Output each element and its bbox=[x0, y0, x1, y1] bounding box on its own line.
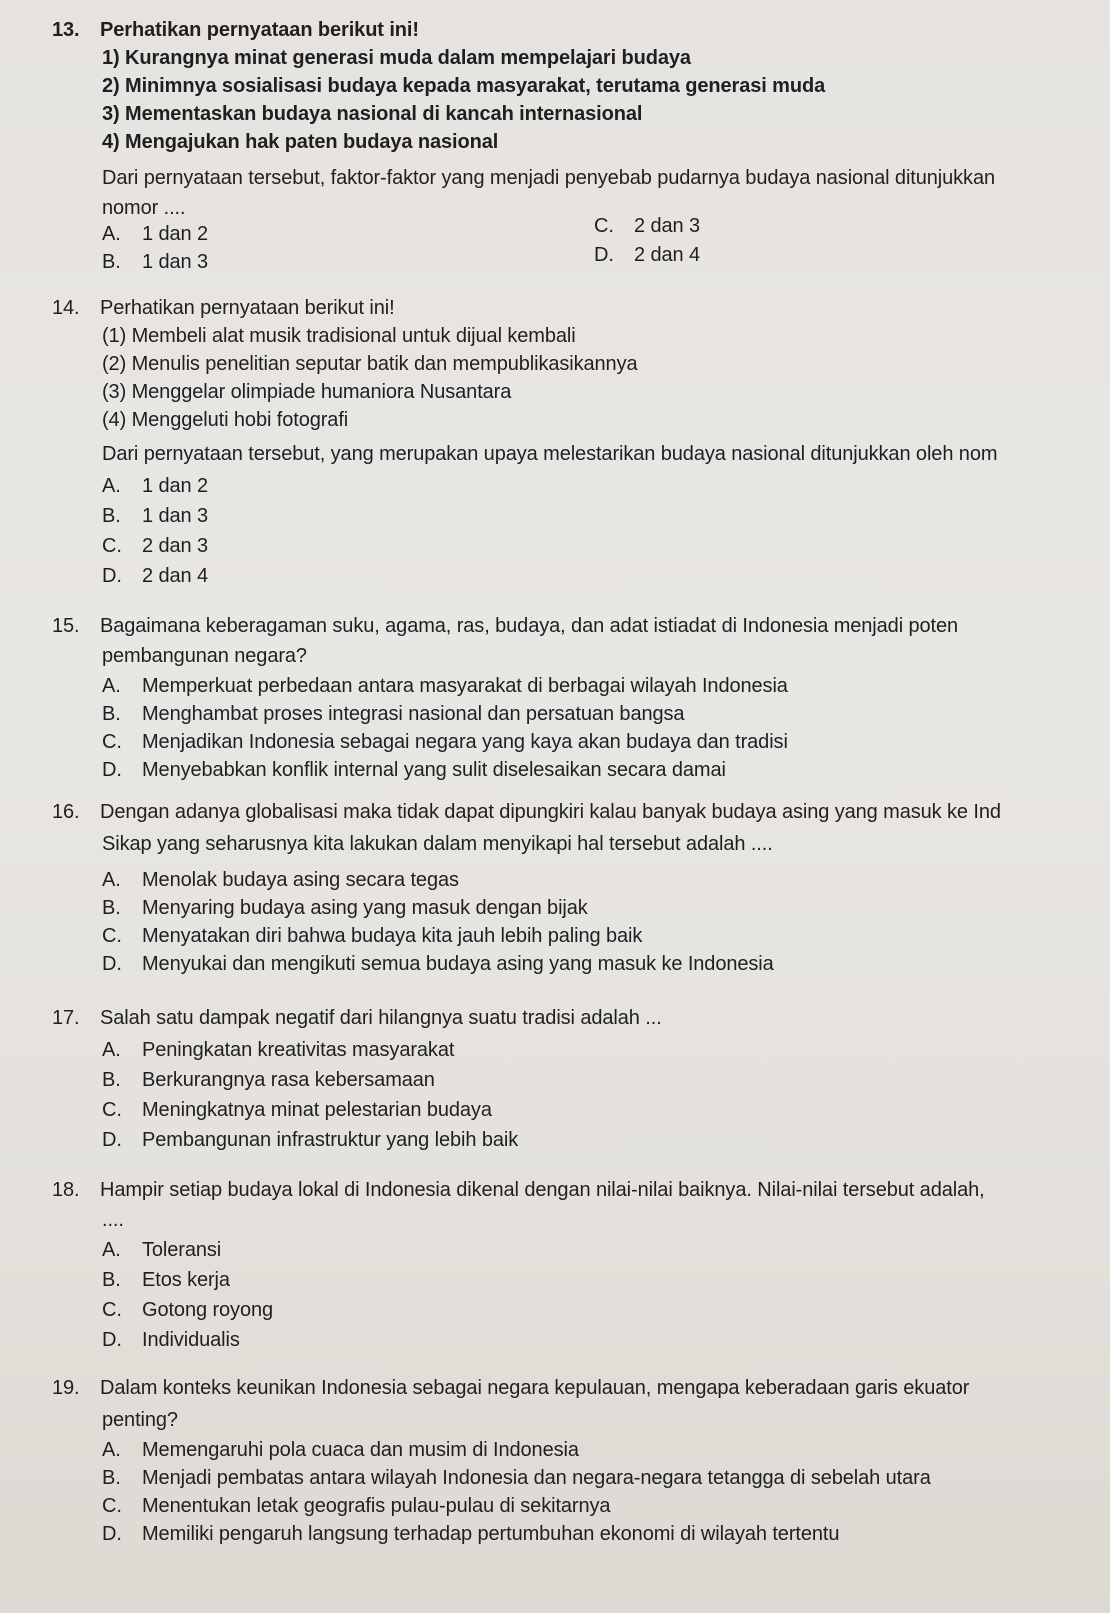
q18-option-c-letter: C. bbox=[102, 1299, 122, 1321]
q17-option-a-text: Peningkatan kreativitas masyarakat bbox=[142, 1039, 455, 1061]
q14-option-d-text: 2 dan 4 bbox=[142, 565, 209, 587]
q15-option-c-text: Menjadikan Indonesia sebagai negara yang kaya akan budaya dan tradisi bbox=[142, 731, 788, 753]
q18-option-a-text: Toleransi bbox=[142, 1239, 222, 1261]
q17-option-d[interactable] bbox=[102, 1128, 518, 1152]
q17-number: 17. bbox=[52, 1007, 80, 1029]
q13-option-b-text: 1 dan 3 bbox=[142, 251, 209, 273]
q19-question-line-2: penting? bbox=[102, 1409, 178, 1431]
q19-option-d-letter: D. bbox=[102, 1523, 122, 1545]
q16-option-c-letter: C. bbox=[102, 925, 122, 947]
q15-question-line-1: Bagaimana keberagaman suku, agama, ras, budaya, dan adat istiadat di Indonesia menjadi poten bbox=[100, 615, 959, 637]
q17-option-a[interactable] bbox=[102, 1038, 454, 1062]
q16-option-d-text: Menyukai dan mengikuti semua budaya asing yang masuk ke Indonesia bbox=[142, 953, 774, 975]
q14-number: 14. bbox=[52, 297, 80, 319]
q17-option-b-letter: B. bbox=[102, 1069, 121, 1091]
q14-statement-1: (1) Membeli alat musik tradisional untuk dijual kembali bbox=[102, 325, 576, 347]
q16-option-c-text: Menyatakan diri bahwa budaya kita jauh lebih paling baik bbox=[142, 925, 643, 947]
q17-option-b-text: Berkurangnya rasa kebersamaan bbox=[142, 1069, 435, 1091]
q14-statement-4: (4) Menggeluti hobi fotografi bbox=[102, 409, 349, 431]
q13-statement-1: 1) Kurangnya minat generasi muda dalam mempelajari budaya bbox=[102, 47, 691, 69]
q17-option-b[interactable] bbox=[102, 1068, 435, 1092]
q14-statement-2: (2) Menulis penelitian seputar batik dan mempublikasikannya bbox=[102, 353, 638, 375]
q15-option-b-letter: B. bbox=[102, 703, 121, 725]
q19-option-b[interactable] bbox=[102, 1466, 931, 1490]
q15-option-d-text: Menyebabkan konflik internal yang sulit diselesaikan secara damai bbox=[142, 759, 726, 781]
q14-question-line-1: Dari pernyataan tersebut, yang merupakan upaya melestarikan budaya nasional ditunjukkan oleh nom bbox=[102, 443, 998, 465]
q15-option-c[interactable] bbox=[102, 730, 788, 754]
q17-option-c[interactable] bbox=[102, 1098, 492, 1122]
q18-number: 18. bbox=[52, 1179, 80, 1201]
q17-question-line-1: Salah satu dampak negatif dari hilangnya suatu tradisi adalah ... bbox=[100, 1007, 662, 1029]
q13-option-a-letter: A. bbox=[102, 223, 121, 245]
q19-question-line-1: Dalam konteks keunikan Indonesia sebagai negara kepulauan, mengapa keberadaan garis ekuator bbox=[100, 1377, 970, 1399]
q19-option-a-letter: A. bbox=[102, 1439, 121, 1461]
q18-option-b-letter: B. bbox=[102, 1269, 121, 1291]
q18-option-b-text: Etos kerja bbox=[142, 1269, 230, 1291]
q16-option-a-text: Menolak budaya asing secara tegas bbox=[142, 869, 459, 891]
q18-question-line-2: .... bbox=[102, 1209, 124, 1231]
q16-option-d[interactable] bbox=[102, 952, 774, 976]
q13-question-line-1: Dari pernyataan tersebut, faktor-faktor yang menjadi penyebab pudarnya budaya nasional ditunjukkan bbox=[102, 167, 996, 189]
q14-option-a[interactable] bbox=[102, 474, 208, 498]
q19-option-d-text: Memiliki pengaruh langsung terhadap pertumbuhan ekonomi di wilayah tertentu bbox=[142, 1523, 840, 1545]
q13-stem: Perhatikan pernyataan berikut ini! bbox=[100, 19, 419, 41]
q14-option-b-text: 1 dan 3 bbox=[142, 505, 209, 527]
q16-option-a-letter: A. bbox=[102, 869, 121, 891]
q14-option-b-letter: B. bbox=[102, 505, 121, 527]
q13-option-a[interactable] bbox=[102, 222, 208, 246]
q15-number: 15. bbox=[52, 615, 80, 637]
q16-question-line-1: Dengan adanya globalisasi maka tidak dapat dipungkiri kalau banyak budaya asing yang masuk ke Ind bbox=[100, 801, 1001, 823]
q16-question-line-2: Sikap yang seharusnya kita lakukan dalam menyikapi hal tersebut adalah .... bbox=[102, 833, 773, 855]
q15-option-c-letter: C. bbox=[102, 731, 122, 753]
q14-stem-line bbox=[52, 296, 395, 320]
q17-option-c-letter: C. bbox=[102, 1099, 122, 1121]
q14-option-a-letter: A. bbox=[102, 475, 121, 497]
q13-option-b-letter: B. bbox=[102, 251, 121, 273]
q19-option-d[interactable] bbox=[102, 1522, 839, 1546]
q17-option-d-text: Pembangunan infrastruktur yang lebih baik bbox=[142, 1129, 519, 1151]
q18-option-d-letter: D. bbox=[102, 1329, 122, 1351]
q19-option-c[interactable] bbox=[102, 1494, 610, 1518]
q15-option-d[interactable] bbox=[102, 758, 726, 782]
q16-option-b-letter: B. bbox=[102, 897, 121, 919]
q18-option-a[interactable] bbox=[102, 1238, 221, 1262]
q18-option-c-text: Gotong royong bbox=[142, 1299, 274, 1321]
q14-option-c-text: 2 dan 3 bbox=[142, 535, 209, 557]
q14-option-d[interactable] bbox=[102, 564, 208, 588]
q19-option-c-letter: C. bbox=[102, 1495, 122, 1517]
q15-option-d-letter: D. bbox=[102, 759, 122, 781]
q16-option-d-letter: D. bbox=[102, 953, 122, 975]
q18-question-line-1: Hampir setiap budaya lokal di Indonesia dikenal dengan nilai-nilai baiknya. Nilai-nilai tersebut adalah, bbox=[100, 1179, 985, 1201]
q19-option-c-text: Menentukan letak geografis pulau-pulau di sekitarnya bbox=[142, 1495, 611, 1517]
q13-option-a-text: 1 dan 2 bbox=[142, 223, 209, 245]
q18-option-d-text: Individualis bbox=[142, 1329, 240, 1351]
q19-option-b-text: Menjadi pembatas antara wilayah Indonesia dan negara-negara tetangga di sebelah utara bbox=[142, 1467, 931, 1489]
q14-option-c-letter: C. bbox=[102, 535, 122, 557]
q16-number: 16. bbox=[52, 801, 80, 823]
q13-question-line-2: nomor .... bbox=[102, 197, 186, 219]
q16-option-b-text: Menyaring budaya asing yang masuk dengan bijak bbox=[142, 897, 588, 919]
q17-option-c-text: Meningkatnya minat pelestarian budaya bbox=[142, 1099, 492, 1121]
q13-option-c[interactable] bbox=[594, 214, 700, 238]
q13-option-c-text: 2 dan 3 bbox=[634, 215, 701, 237]
q15-question-line-2: pembangunan negara? bbox=[102, 645, 307, 667]
q19-number: 19. bbox=[52, 1377, 80, 1399]
q14-option-d-letter: D. bbox=[102, 565, 122, 587]
q17-option-a-letter: A. bbox=[102, 1039, 121, 1061]
q14-option-c[interactable] bbox=[102, 534, 208, 558]
q15-option-b[interactable] bbox=[102, 702, 684, 726]
q15-option-a-text: Memperkuat perbedaan antara masyarakat di berbagai wilayah Indonesia bbox=[142, 675, 788, 697]
q13-statement-2: 2) Minimnya sosialisasi budaya kepada masyarakat, terutama generasi muda bbox=[102, 75, 826, 97]
q17-option-d-letter: D. bbox=[102, 1129, 122, 1151]
q18-option-c[interactable] bbox=[102, 1298, 273, 1322]
q18-question-line-1-row bbox=[52, 1178, 985, 1202]
q13-option-d[interactable] bbox=[594, 243, 700, 267]
q16-option-b[interactable] bbox=[102, 896, 588, 920]
q16-option-a[interactable] bbox=[102, 868, 459, 892]
q18-option-d[interactable] bbox=[102, 1328, 240, 1352]
q13-option-d-letter: D. bbox=[594, 244, 614, 266]
q15-option-b-text: Menghambat proses integrasi nasional dan persatuan bangsa bbox=[142, 703, 685, 725]
q18-option-b[interactable] bbox=[102, 1268, 230, 1292]
q19-question-line-1-row bbox=[52, 1376, 969, 1400]
q13-option-d-text: 2 dan 4 bbox=[634, 244, 701, 266]
q16-option-c[interactable] bbox=[102, 924, 642, 948]
q14-option-b[interactable] bbox=[102, 504, 208, 528]
q19-option-a[interactable] bbox=[102, 1438, 579, 1462]
q14-stem: Perhatikan pernyataan berikut ini! bbox=[100, 297, 395, 319]
q13-option-c-letter: C. bbox=[594, 215, 614, 237]
q13-stem-line bbox=[52, 18, 419, 42]
q17-question-line-1-row bbox=[52, 1006, 662, 1030]
q19-option-b-letter: B. bbox=[102, 1467, 121, 1489]
q19-option-a-text: Memengaruhi pola cuaca dan musim di Indonesia bbox=[142, 1439, 579, 1461]
q15-option-a[interactable] bbox=[102, 674, 788, 698]
q14-statement-3: (3) Menggelar olimpiade humaniora Nusantara bbox=[102, 381, 512, 403]
q13-statement-3: 3) Mementaskan budaya nasional di kancah internasional bbox=[102, 103, 643, 125]
q13-number: 13. bbox=[52, 19, 80, 41]
q13-option-b[interactable] bbox=[102, 250, 208, 274]
q18-option-a-letter: A. bbox=[102, 1239, 121, 1261]
q15-option-a-letter: A. bbox=[102, 675, 121, 697]
q15-question-line-1-row bbox=[52, 614, 958, 638]
q16-question-line-1-row bbox=[52, 800, 1001, 824]
q14-option-a-text: 1 dan 2 bbox=[142, 475, 209, 497]
q13-statement-4: 4) Mengajukan hak paten budaya nasional bbox=[102, 131, 499, 153]
